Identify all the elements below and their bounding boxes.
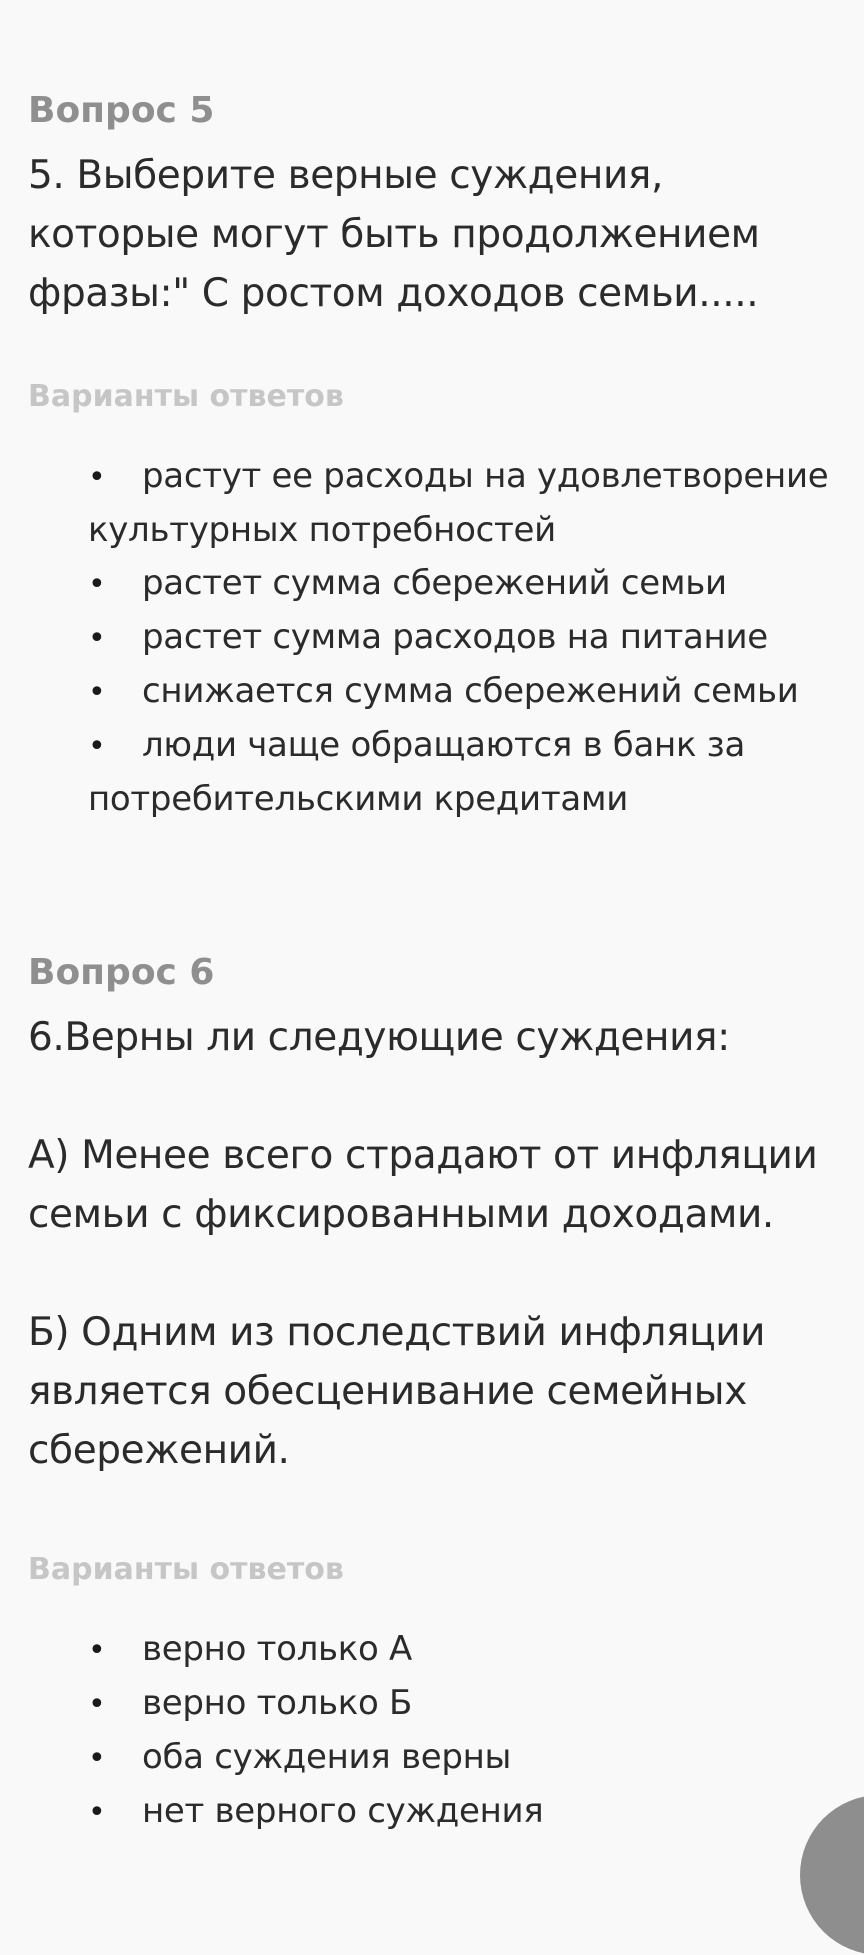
answer-text: снижается сумма сбережений семьи [142, 671, 799, 711]
answer-option[interactable] [88, 1677, 838, 1731]
answer-text: нет верного суждения [142, 1791, 544, 1831]
answer-text: растут ее расходы на удовлетворение культурных потребностей [88, 456, 829, 550]
answer-text: верно только А [142, 1629, 412, 1669]
answer-text: оба суждения верны [142, 1737, 512, 1777]
answer-text: растет сумма расходов на питание [142, 617, 768, 657]
answers-label: Варианты ответов [28, 1552, 344, 1587]
question-text [28, 1008, 838, 1480]
question-heading: Вопрос 6 [28, 952, 215, 993]
bullet-icon: • [88, 1795, 106, 1830]
question-paragraph: 6.Верны ли следующие суждения: [28, 1015, 730, 1060]
answer-option[interactable] [88, 1731, 838, 1785]
question-paragraph: 5. Выберите верные суждения, которые могут быть продолжением фразы:" С ростом доходов семьи..... [28, 153, 760, 316]
answers-list [28, 450, 838, 826]
answer-text: верно только Б [142, 1683, 413, 1723]
answers-label: Варианты ответов [28, 379, 344, 414]
bullet-icon: • [88, 729, 106, 764]
question-text [28, 146, 838, 323]
question-heading: Вопрос 5 [28, 90, 215, 131]
bullet-icon: • [88, 460, 106, 495]
answer-option[interactable] [88, 611, 838, 665]
bullet-icon: • [88, 1687, 106, 1722]
answer-text: растет сумма сбережений семьи [142, 563, 727, 603]
answer-option[interactable] [88, 1785, 838, 1839]
answer-option[interactable] [88, 665, 838, 719]
question-6 [28, 948, 838, 1839]
answer-option[interactable] [88, 1623, 838, 1677]
answer-option[interactable] [88, 557, 838, 611]
answer-option[interactable] [88, 450, 838, 557]
answer-option[interactable] [88, 719, 838, 826]
question-paragraph: А) Менее всего страдают от инфляции семьи с фиксированными доходами. [28, 1133, 818, 1237]
bullet-icon: • [88, 567, 106, 602]
bullet-icon: • [88, 1633, 106, 1668]
answer-text: люди чаще обращаются в банк за потребительскими кредитами [88, 725, 746, 819]
bullet-icon: • [88, 1741, 106, 1776]
question-paragraph: Б) Одним из последствий инфляции является обесценивание семейных сбережений. [28, 1310, 766, 1473]
bullet-icon: • [88, 675, 106, 710]
answers-list [28, 1623, 838, 1839]
bullet-icon: • [88, 621, 106, 656]
question-5 [28, 86, 838, 826]
